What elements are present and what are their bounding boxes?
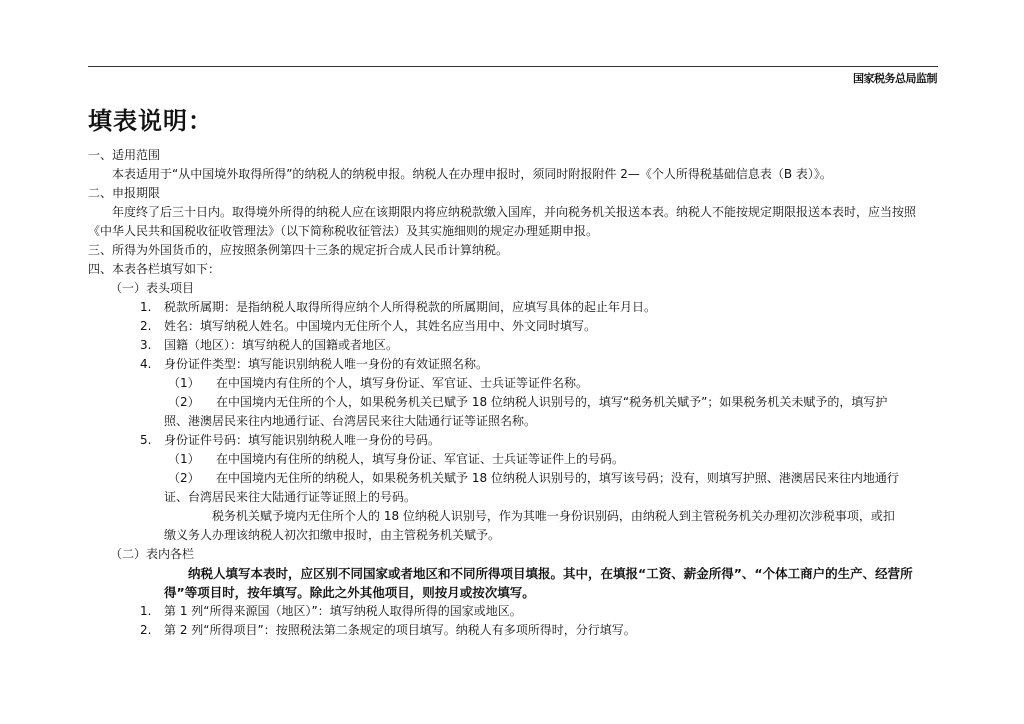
sub-item	[88, 393, 938, 412]
item-number: 2.	[140, 319, 152, 333]
page-title: 填表说明：	[88, 106, 213, 135]
list-item	[88, 431, 938, 450]
sub-item-number: （1）	[168, 376, 200, 390]
item-number: 4.	[140, 357, 152, 371]
part-2-heading: （二）表内各栏	[110, 547, 195, 561]
item-text: 身份证件类型：填写能识别纳税人唯一身份的有效证照名称。	[164, 357, 489, 371]
sub-item-number: （2）	[168, 471, 200, 485]
item-number: 2.	[140, 623, 152, 637]
sub-item-text: 在中国境内无住所的个人，如果税务机关已赋予 18 位纳税人识别号的，填写“税务机关赋予”；如果税务机关未赋予的，填写护	[216, 395, 888, 409]
sub-item-continuation: 照、港澳居民来往内地通行证、台湾居民来往大陆通行证等证照名称。	[164, 414, 537, 428]
item-text: 第 1 列“所得来源国（地区）”：填写纳税人取得所得的国家或地区。	[164, 604, 522, 618]
list-item	[88, 317, 938, 336]
item-number: 3.	[140, 338, 152, 352]
item-text: 姓名：填写纳税人姓名。中国境内无住所个人，其姓名应当用中、外文同时填写。	[164, 319, 597, 333]
header-rule	[88, 66, 938, 67]
item-text: 税款所属期：是指纳税人取得所得应纳个人所得税款的所属期间，应填写具体的起止年月日。	[164, 300, 657, 314]
sub-item-text: 在中国境内无住所的纳税人，如果税务机关赋予 18 位纳税人识别号的，填写该号码；没有，则填写护照、港澳居民来往内地通行	[216, 471, 899, 485]
item-number: 5.	[140, 433, 152, 447]
sub-item-continuation: 证、台湾居民来往大陆通行证等证照上的号码。	[164, 490, 417, 504]
item-number: 1.	[140, 604, 152, 618]
section-2-body: 年度终了后三十日内。取得境外所得的纳税人应在该期限内将应纳税款缴入国库，并向税务机关报送本表。纳税人不能按规定期限报送本表时，应当按照《中华人民共和国税收征收管理法》（以下简称税收征管法）及其实施细则的规定办理延期申报。	[88, 205, 917, 238]
sub-item-number: （1）	[168, 452, 200, 466]
section-1-heading: 一、适用范围	[88, 148, 161, 162]
section-1-body: 本表适用于“从中国境外取得所得”的纳税人的纳税申报。纳税人在办理申报时，须同时附报附件 2—《个人所得税基础信息表（B 表）》。	[112, 167, 832, 181]
sub-item-text: 在中国境内有住所的个人，填写身份证、军官证、士兵证等证件名称。	[216, 376, 589, 390]
sub-item	[88, 374, 938, 393]
instructions-body	[88, 146, 938, 640]
list-item	[88, 336, 938, 355]
list-item	[88, 621, 938, 640]
item-number: 1.	[140, 300, 152, 314]
sub-item-number: （2）	[168, 395, 200, 409]
list-item	[88, 602, 938, 621]
section-2-heading: 二、申报期限	[88, 186, 161, 200]
sub-item	[88, 450, 938, 469]
item-text: 身份证件号码：填写能识别纳税人唯一身份的号码。	[164, 433, 441, 447]
item-text: 第 2 列“所得项目”：按照税法第二条规定的项目填写。纳税人有多项所得时，分行填写。	[164, 623, 636, 637]
sub-item-text: 在中国境内有住所的纳税人，填写身份证、军官证、士兵证等证件上的号码。	[216, 452, 625, 466]
section-3: 三、所得为外国货币的，应按照条例第四十三条的规定折合成人民币计算纳税。	[88, 243, 509, 257]
item-5-note: 税务机关赋予境内无住所个人的 18 位纳税人识别号，作为其唯一身份识别码，由纳税人到主管税务机关办理初次涉税事项，或扣	[212, 509, 895, 523]
list-item	[88, 355, 938, 374]
section-4-heading: 四、本表各栏填写如下：	[88, 262, 221, 276]
list-item	[88, 298, 938, 317]
item-5-note-continuation: 缴义务人办理该纳税人初次扣缴申报时，由主管税务机关赋予。	[164, 528, 501, 542]
part-1-heading: （一）表头项目	[110, 281, 195, 295]
supervision-label: 国家税务总局监制	[853, 72, 937, 85]
sub-item	[88, 469, 938, 488]
item-text: 国籍（地区）：填写纳税人的国籍或者地区。	[164, 338, 399, 352]
part-2-bold-note: 纳税人填写本表时，应区别不同国家或者地区和不同所得项目填报。其中，在填报“工资、薪金所得”、“个体工商户的生产、经营所	[188, 566, 913, 581]
part-2-bold-note-continuation: 得”等项目时，按年填写。除此之外其他项目，则按月或按次填写。	[164, 585, 535, 600]
